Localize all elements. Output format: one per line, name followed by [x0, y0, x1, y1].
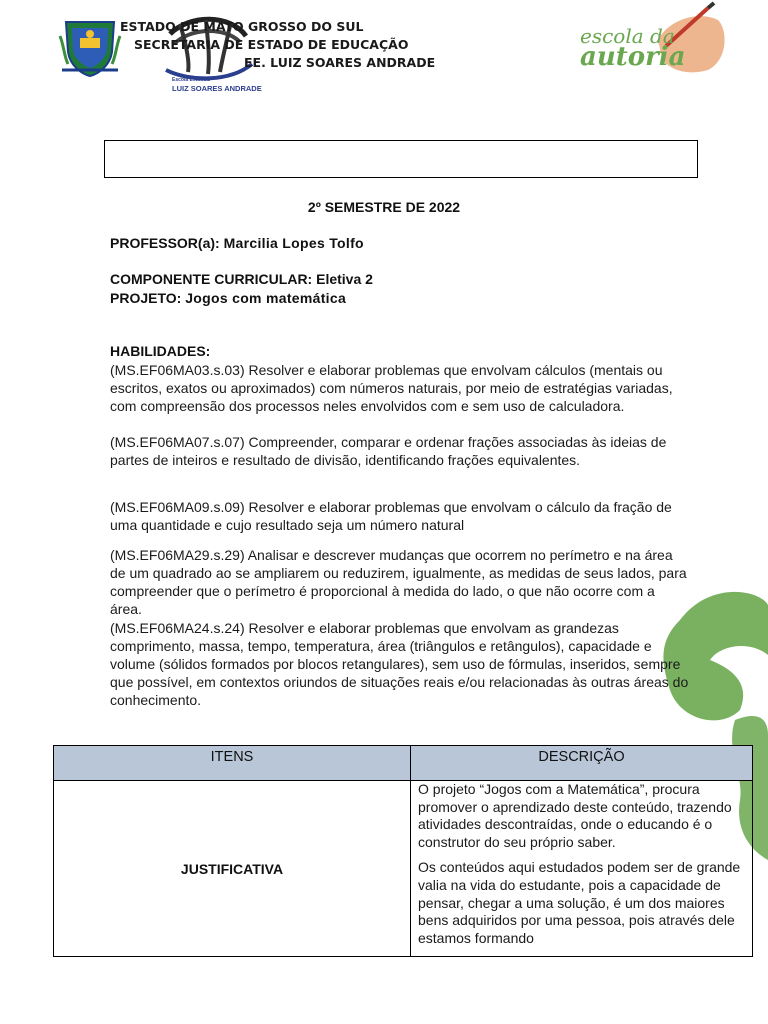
componente-value: Eletiva 2 [316, 271, 373, 287]
professor-line [110, 235, 364, 251]
autoria-logo-line1: escola da [580, 24, 675, 48]
autoria-logo-line2: autoria [580, 42, 686, 72]
description-cell [411, 781, 753, 957]
items-table [53, 745, 753, 957]
table-header-row [54, 746, 753, 781]
projeto-line [110, 290, 346, 306]
habilidade-item: (MS.EF06MA07.s.07) Compreender, comparar e ordenar frações associadas às ideias de partes de inteiros e resultado de divisão, identificando frações equivalentes. [110, 434, 667, 468]
state-crest-icon [58, 16, 122, 80]
school-logo-name: LUIZ SOARES ANDRADE [172, 84, 262, 93]
componente-line [110, 271, 373, 287]
column-header-itens: ITENS [54, 746, 411, 781]
header-secretaria: SECRETARIA DE ESTADO DE EDUCAÇÃO [134, 37, 409, 52]
habilidade-item: (MS.EF06MA03.s.03) Resolver e elaborar problemas que envolvam cálculos (mentais ou escritos, exatos ou aproximados) com números naturais, por meio de estratégias variadas, com compreensão dos processos neles envolvidos com e sem uso de calculadora. [110, 362, 673, 414]
item-cell-justificativa: JUSTIFICATIVA [54, 781, 411, 957]
description-paragraph: Os conteúdos aqui estudados podem ser de grande valia na vida do estudante, pois a capacidade de pensar, chegar a uma solução, é um dos maiores bens adquiridos por uma pessoa, pois através dele estamos formando [418, 859, 741, 946]
semester-heading: 2º SEMESTRE DE 2022 [307, 199, 461, 215]
header-school: EE. LUIZ SOARES ANDRADE [244, 55, 436, 70]
escola-da-autoria-logo [578, 0, 730, 78]
componente-label: COMPONENTE CURRICULAR: [110, 271, 313, 287]
header-state: ESTADO DE MATO GROSSO DO SUL [120, 19, 364, 34]
habilidade-item: (MS.EF06MA29.s.29) Analisar e descrever mudanças que ocorrem no perímetro e na área de um quadrado ao se ampliarem ou reduzirem, igualmente, as medidas de seus lados, para compreender que o perímetro é proporcional à medida do lado, o que não ocorre com a área. [110, 547, 687, 617]
habilidades-title: HABILIDADES: [110, 343, 211, 359]
description-paragraph: O projeto “Jogos com a Matemática”, procura promover o aprendizado deste conteúdo, trazendo atividades descontraídas, onde o educando é o construtor do seu próprio saber. [418, 781, 732, 850]
projeto-value: Jogos com matemática [185, 290, 347, 306]
column-header-descricao: DESCRIÇÃO [411, 746, 753, 781]
title-box [104, 140, 698, 178]
habilidade-item: (MS.EF06MA09.s.09) Resolver e elaborar problemas que envolvam o cálculo da fração de uma quantidade e cujo resultado seja um número natural [110, 499, 672, 533]
table-row [54, 781, 753, 957]
school-logo-small-text: Escola Estadual [172, 77, 211, 83]
professor-value: Marcilia Lopes Tolfo [223, 235, 364, 251]
projeto-label: PROJETO: [110, 290, 182, 306]
professor-label: PROFESSOR(a): [110, 235, 220, 251]
habilidade-item: (MS.EF06MA24.s.24) Resolver e elaborar problemas que envolvam as grandezas comprimento, massa, tempo, temperatura, área (triângulos e retângulos), capacidade e volume (sólidos formados por blocos retangulares), sem uso de fórmulas, inseridos, sempre que possível, em contextos oriundos de situações reais e/ou relacionadas às outras áreas do conhecimento. [110, 620, 689, 708]
